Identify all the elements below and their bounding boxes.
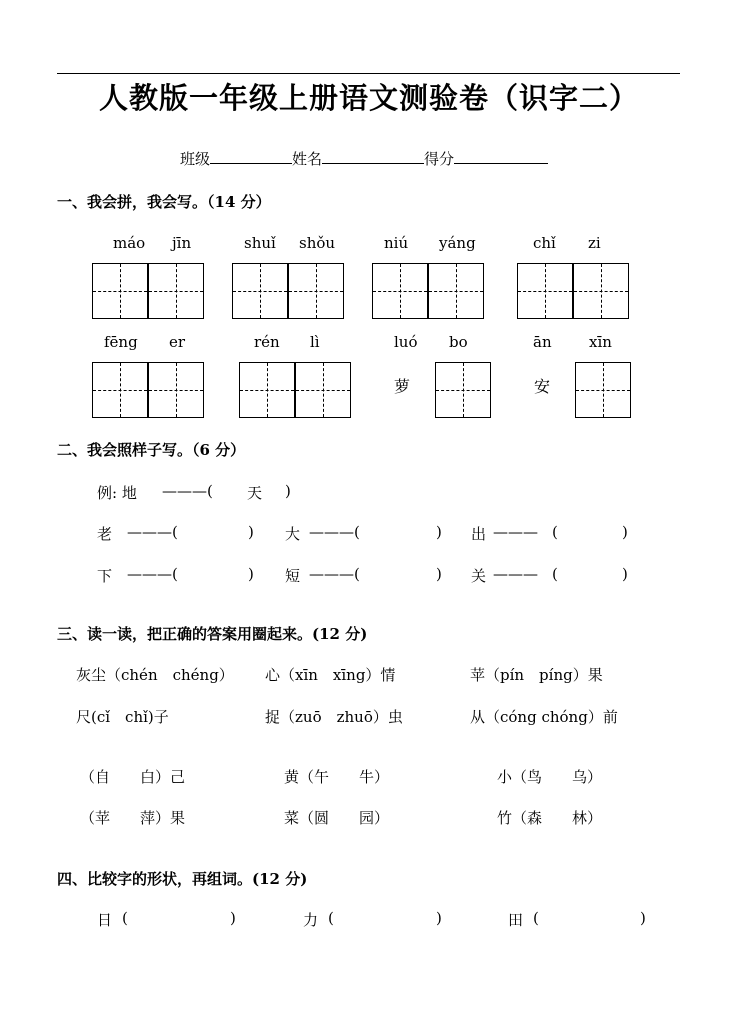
pinyin: shuǐ	[244, 234, 276, 252]
pinyin: chǐ	[533, 234, 556, 252]
dash-open: ———(	[309, 523, 360, 541]
close-paren: )	[436, 909, 442, 927]
dash-open: ———(	[127, 523, 178, 541]
close-paren: )	[436, 565, 442, 583]
writing-box[interactable]	[232, 263, 288, 319]
section-3-heading: 三、读一读，把正确的答案用圈起来。(12 分)	[57, 625, 368, 643]
pinyin: lì	[310, 333, 320, 351]
top-rule	[57, 73, 680, 74]
choice-item: 心（xīn xīng）情	[265, 666, 396, 684]
writing-box[interactable]	[575, 362, 631, 418]
prefilled-char: 安	[534, 377, 551, 396]
pinyin: rén	[254, 333, 280, 351]
source-char: 力	[303, 911, 319, 929]
open-paren: (	[552, 523, 558, 541]
pinyin: xīn	[589, 333, 612, 351]
close-paren: )	[248, 523, 254, 541]
name-blank[interactable]	[322, 149, 424, 164]
writing-box[interactable]	[239, 362, 295, 418]
example-dash: ———(	[162, 482, 213, 500]
close-paren: )	[248, 565, 254, 583]
dash-open: ———(	[127, 565, 178, 583]
info-line	[180, 148, 548, 169]
choice-item: （自 白）己	[80, 768, 186, 786]
source-char: 日	[97, 911, 113, 929]
page-title: 人教版一年级上册语文测验卷（识字二）	[98, 81, 639, 115]
dash: ———	[493, 523, 538, 541]
choice-item: （苹 萍）果	[80, 809, 186, 827]
source-char: 关	[471, 567, 487, 585]
writing-box[interactable]	[372, 263, 428, 319]
section-4-heading: 四、比较字的形状，再组词。(12 分)	[57, 870, 308, 888]
open-paren: (	[552, 565, 558, 583]
example-close: )	[285, 482, 291, 500]
section-2-heading: 二、我会照样子写。（6 分）	[57, 441, 246, 459]
writing-box[interactable]	[295, 362, 351, 418]
open-paren: (	[533, 909, 539, 927]
example-label: 例: 地	[97, 484, 137, 502]
name-label: 姓名	[292, 150, 323, 168]
writing-box[interactable]	[92, 263, 148, 319]
writing-box[interactable]	[288, 263, 344, 319]
pinyin: shǒu	[299, 234, 336, 252]
pinyin: luó	[394, 333, 418, 351]
choice-item: 灰尘（chén chéng）	[76, 666, 234, 684]
dash-open: ———(	[309, 565, 360, 583]
open-paren: (	[328, 909, 334, 927]
choice-item: 从（cóng chóng）前	[470, 708, 618, 726]
pinyin: yáng	[439, 234, 476, 252]
source-char: 下	[97, 567, 113, 585]
writing-box[interactable]	[435, 362, 491, 418]
prefilled-char: 萝	[394, 377, 411, 396]
class-blank[interactable]	[210, 149, 292, 164]
choice-item: 菜（圆 园）	[284, 809, 390, 827]
writing-box[interactable]	[148, 362, 204, 418]
source-char: 出	[471, 525, 487, 543]
score-label: 得分	[424, 150, 455, 168]
pinyin: niú	[384, 234, 409, 252]
section-1-heading: 一、我会拼，我会写。（14 分）	[57, 193, 271, 211]
class-label: 班级	[180, 150, 211, 168]
pinyin: jīn	[172, 234, 192, 252]
open-paren: (	[122, 909, 128, 927]
choice-item: 苹（pín píng）果	[470, 666, 603, 684]
pinyin: bo	[449, 333, 468, 351]
writing-box[interactable]	[517, 263, 573, 319]
source-char: 大	[285, 525, 301, 543]
writing-box[interactable]	[92, 362, 148, 418]
pinyin: ān	[533, 333, 552, 351]
pinyin: fēng	[104, 333, 138, 351]
source-char: 短	[285, 567, 301, 585]
choice-item: 捉（zuō zhuō）虫	[265, 708, 403, 726]
score-blank[interactable]	[454, 149, 548, 164]
writing-box[interactable]	[573, 263, 629, 319]
example-answer: 天	[247, 484, 263, 502]
choice-item: 黄（午 牛）	[284, 768, 390, 786]
close-paren: )	[622, 523, 628, 541]
writing-box[interactable]	[148, 263, 204, 319]
close-paren: )	[230, 909, 236, 927]
source-char: 田	[508, 911, 524, 929]
choice-item: 尺(cǐ chǐ)子	[76, 708, 169, 726]
pinyin: máo	[113, 234, 146, 252]
close-paren: )	[640, 909, 646, 927]
close-paren: )	[436, 523, 442, 541]
choice-item: 小（鸟 乌）	[497, 768, 603, 786]
pinyin: zi	[588, 234, 601, 252]
dash: ———	[493, 565, 538, 583]
pinyin: er	[169, 333, 186, 351]
writing-box[interactable]	[428, 263, 484, 319]
close-paren: )	[622, 565, 628, 583]
source-char: 老	[97, 525, 113, 543]
choice-item: 竹（森 林）	[497, 809, 603, 827]
